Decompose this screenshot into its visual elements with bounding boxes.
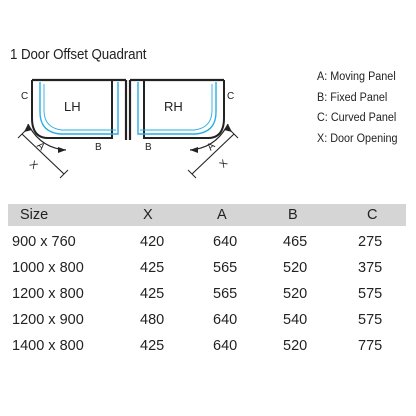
header-size: Size	[8, 204, 140, 226]
header-b: B	[283, 204, 358, 226]
rh-enclosure	[130, 80, 238, 178]
legend-item-moving-panel: A: Moving Panel	[317, 71, 396, 83]
table-header-row	[8, 204, 406, 226]
legend-item-fixed-panel: B: Fixed Panel	[317, 91, 388, 104]
cell-size: 1200 x 800	[12, 286, 84, 302]
lh-dim-a: A	[34, 140, 47, 153]
cell-size: 900 x 760	[12, 234, 76, 250]
cell-x: 425	[140, 338, 165, 354]
cell-c: 275	[358, 234, 383, 250]
size-table	[8, 204, 406, 359]
table-row	[8, 281, 406, 307]
table-row	[8, 226, 406, 255]
cell-b: 465	[283, 234, 308, 250]
cell-c: 375	[358, 260, 383, 276]
rh-dim-x: X	[217, 157, 231, 171]
cell-size: 1000 x 800	[12, 260, 84, 276]
cell-b: 520	[283, 260, 308, 276]
header-c: C	[358, 204, 406, 226]
table-row	[8, 255, 406, 281]
cell-c: 575	[358, 286, 383, 302]
cell-x: 480	[140, 312, 165, 328]
cell-x: 420	[140, 234, 165, 250]
legend-item-door-opening: X: Door Opening	[317, 132, 398, 145]
lh-dim-b: B	[95, 142, 102, 153]
cell-b: 520	[283, 286, 308, 302]
lh-dim-c: C	[21, 91, 29, 102]
lh-dim-arrow-a-end	[58, 147, 66, 153]
table-row	[8, 307, 406, 333]
cell-size: 1200 x 900	[12, 312, 84, 328]
page-title: 1 Door Offset Quadrant	[10, 47, 147, 63]
legend	[317, 67, 398, 149]
legend-item-curved-panel: C: Curved Panel	[317, 112, 397, 124]
rh-dim-a: A	[205, 140, 218, 154]
cell-b: 540	[283, 312, 308, 328]
cell-c: 775	[358, 338, 383, 354]
cell-x: 425	[140, 260, 165, 276]
lh-enclosure	[18, 80, 126, 178]
header-a: A	[213, 204, 283, 226]
header-x: X	[140, 204, 213, 226]
lh-label: LH	[64, 99, 81, 114]
cell-a: 565	[213, 286, 238, 302]
cell-a: 565	[213, 260, 238, 276]
rh-label: RH	[164, 99, 183, 114]
rh-dim-c: C	[227, 91, 235, 102]
cell-c: 575	[358, 312, 383, 328]
rh-dim-arrow-a-end	[190, 147, 198, 153]
cell-a: 640	[213, 234, 238, 250]
cell-x: 425	[140, 286, 165, 302]
rh-dim-b: B	[145, 142, 152, 153]
table-row	[8, 333, 406, 359]
cell-a: 640	[213, 312, 238, 328]
lh-dim-x: X	[26, 159, 40, 172]
cell-size: 1400 x 800	[12, 338, 84, 354]
cell-a: 640	[213, 338, 238, 354]
cell-b: 520	[283, 338, 308, 354]
